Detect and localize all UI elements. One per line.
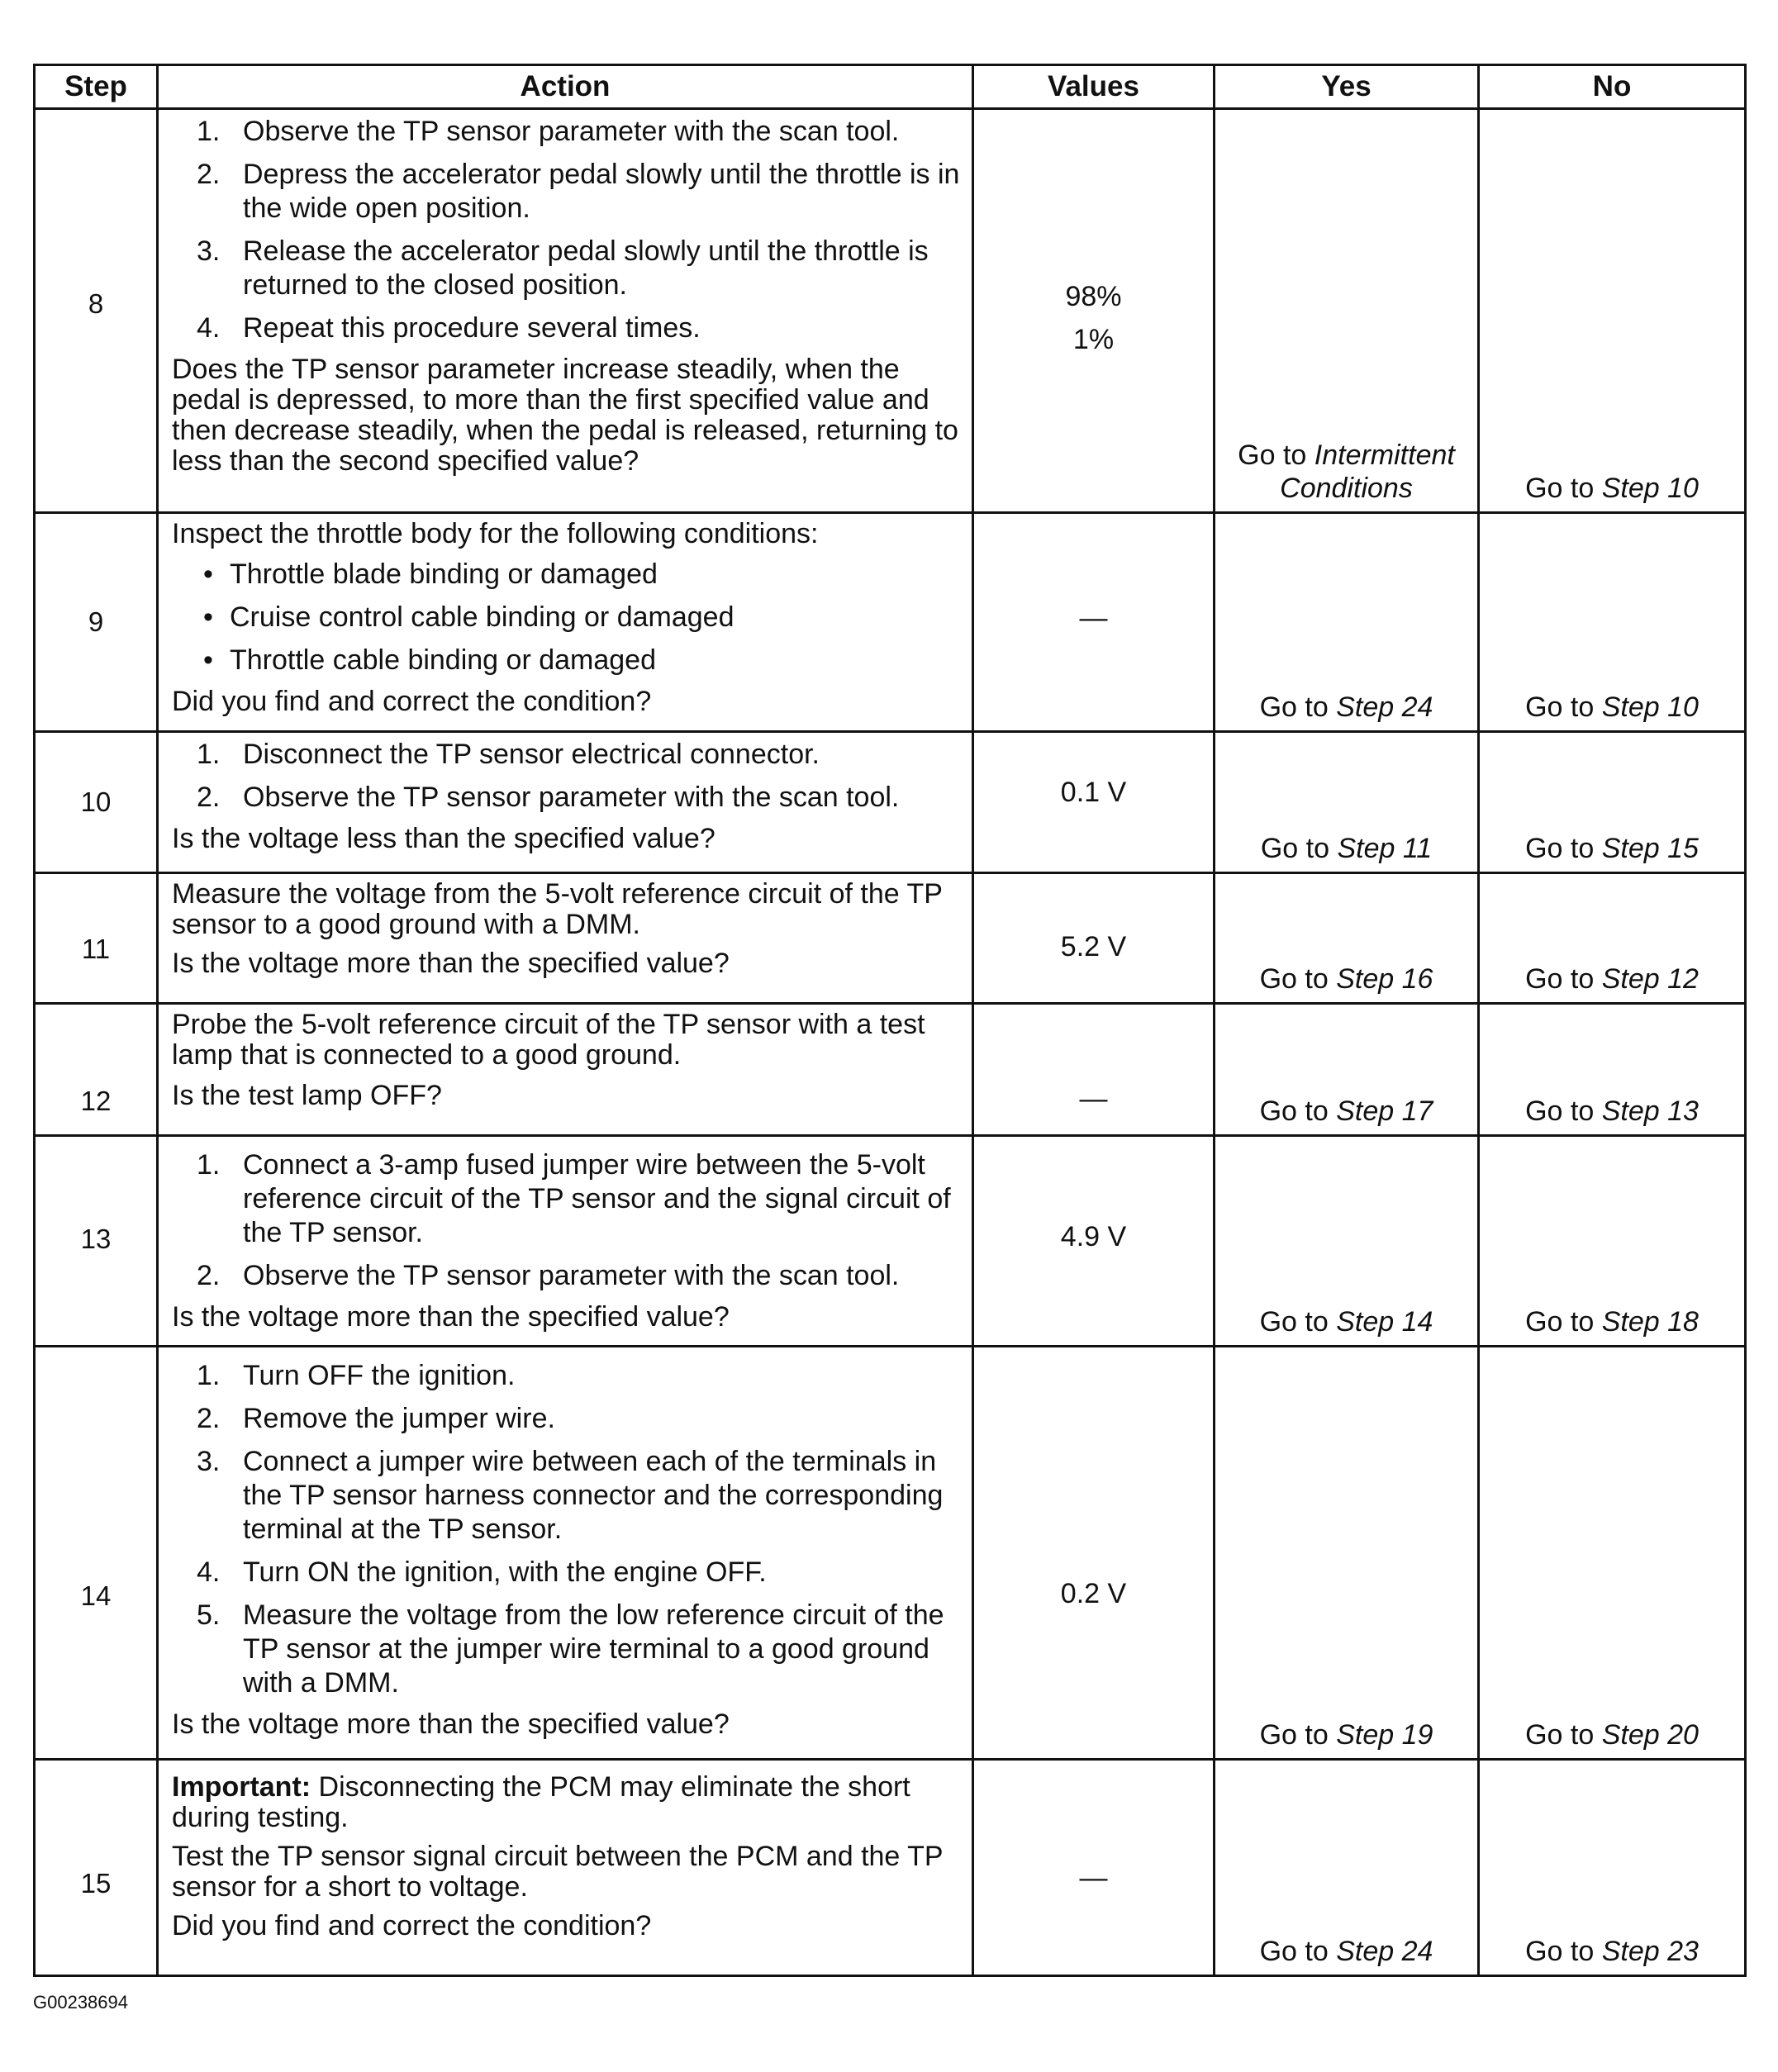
yes-cell <box>1215 109 1479 513</box>
value-text: 4.9 V <box>1060 1221 1127 1252</box>
action-cell <box>158 109 973 513</box>
table-row-step-9 <box>35 513 1746 732</box>
value-text: 5.2 V <box>1060 931 1127 962</box>
step-cell <box>35 873 158 1004</box>
values-cell <box>973 873 1215 1004</box>
step-cell <box>35 1136 158 1347</box>
list-item: 3 . Connect a jumper wire between each of the terminals in the TP sensor harness connector and the corresponding terminal at the TP sensor. <box>172 1445 962 1547</box>
table-row-step-11 <box>35 873 1746 1004</box>
action-question: Does the TP sensor parameter increase steadily, when the pedal is depressed, to more than the first specified value and then decrease steadily, when the pedal is released, returning to less than the second specified value? <box>172 354 958 477</box>
no-cell <box>1479 1136 1746 1347</box>
action-question: Is the voltage more than the specified value? <box>172 948 730 979</box>
no-cell <box>1479 1004 1746 1136</box>
important-label: Important: <box>172 1771 311 1803</box>
yes-goto: Go to Step 19 <box>1259 1719 1433 1751</box>
yes-goto: Go to Step 14 <box>1259 1306 1433 1338</box>
yes-cell <box>1215 1347 1479 1760</box>
list-item: 2 . Remove the jumper wire. <box>172 1402 962 1436</box>
no-goto: Go to Step 13 <box>1525 1095 1699 1127</box>
yes-cell <box>1215 1760 1479 1976</box>
no-cell <box>1479 732 1746 873</box>
step-number: 14 <box>80 1580 112 1611</box>
values-cell <box>973 109 1215 513</box>
step-number: 10 <box>80 787 112 817</box>
action-intro: Inspect the throttle body for the following conditions: <box>172 518 819 549</box>
list-item: 3 . Release the accelerator pedal slowly until the throttle is returned to the closed position. <box>172 235 962 302</box>
value-text: 1% <box>1072 324 1115 355</box>
action-steps-list <box>172 1359 962 1700</box>
step-number: 11 <box>81 934 111 964</box>
table-row-step-14 <box>35 1347 1746 1760</box>
important-note <box>172 1772 962 1833</box>
no-cell <box>1479 873 1746 1004</box>
action-cell <box>158 732 973 873</box>
action-question: Did you find and correct the condition? <box>172 1910 652 1941</box>
no-cell <box>1479 1347 1746 1760</box>
table-row-step-8 <box>35 109 1746 513</box>
action-steps-list <box>172 738 962 815</box>
step-cell <box>35 1760 158 1976</box>
header-values: Values <box>973 65 1215 109</box>
action-cell <box>158 1760 973 1976</box>
values-cell <box>973 1347 1215 1760</box>
yes-cell <box>1215 732 1479 873</box>
list-item: 1 . Observe the TP sensor parameter with the scan tool. <box>172 115 962 149</box>
no-goto: Go to Step 10 <box>1525 473 1699 504</box>
list-item: • Throttle cable binding or damaged <box>203 644 656 676</box>
action-question: Is the voltage more than the specified value? <box>172 1301 730 1333</box>
list-item: 1 . Disconnect the TP sensor electrical connector. <box>172 738 962 772</box>
action-question: Is the voltage more than the specified value? <box>172 1708 730 1740</box>
no-goto: Go to Step 20 <box>1525 1719 1699 1751</box>
values-cell <box>973 1760 1215 1976</box>
values-cell <box>973 513 1215 732</box>
figure-id: G00238694 <box>33 1992 128 2013</box>
action-cell <box>158 1347 973 1760</box>
action-cell <box>158 1004 973 1136</box>
yes-goto: Go to Step 24 <box>1259 1936 1433 1967</box>
values-cell <box>973 732 1215 873</box>
action-question: Is the test lamp OFF? <box>172 1080 442 1111</box>
yes-goto: Go to Intermittent Conditions <box>1238 440 1455 504</box>
step-number: 13 <box>80 1224 112 1254</box>
values-cell <box>973 1136 1215 1347</box>
no-goto: Go to Step 15 <box>1525 833 1699 864</box>
yes-cell <box>1215 513 1479 732</box>
diagnostic-table <box>33 64 1747 1977</box>
value-text: 0.2 V <box>1060 1578 1127 1609</box>
yes-cell <box>1215 873 1479 1004</box>
step-cell <box>35 1004 158 1136</box>
list-item: 4 . Repeat this procedure several times. <box>172 311 962 345</box>
action-bullets-list <box>172 558 962 677</box>
action-cell <box>158 513 973 732</box>
header-yes: Yes <box>1215 65 1479 109</box>
list-item: 2 . Observe the TP sensor parameter with the scan tool. <box>172 1259 962 1293</box>
step-cell <box>35 513 158 732</box>
action-question: Is the voltage less than the specified value? <box>172 823 715 854</box>
list-item: • Throttle blade binding or damaged <box>203 558 658 590</box>
list-item: 1 . Connect a 3-amp fused jumper wire between the 5-volt reference circuit of the TP sensor and the signal circuit of the TP sensor. <box>172 1148 962 1250</box>
table-row-step-13 <box>35 1136 1746 1347</box>
table-row-step-12 <box>35 1004 1746 1136</box>
step-number: 15 <box>80 1868 112 1899</box>
table-row-step-10 <box>35 732 1746 873</box>
step-cell <box>35 732 158 873</box>
step-cell <box>35 1347 158 1760</box>
list-item: 4 . Turn ON the ignition, with the engine OFF. <box>172 1556 962 1590</box>
no-cell <box>1479 1760 1746 1976</box>
value-text: 98% <box>1065 281 1122 312</box>
action-cell <box>158 1136 973 1347</box>
action-intro: Measure the voltage from the 5-volt reference circuit of the TP sensor to a good ground with a DMM. <box>172 878 943 940</box>
values-cell <box>973 1004 1215 1136</box>
action-steps-list <box>172 1148 962 1293</box>
yes-goto: Go to Step 16 <box>1259 963 1433 995</box>
no-goto: Go to Step 18 <box>1525 1306 1699 1338</box>
step-cell <box>35 109 158 513</box>
value-text: — <box>1079 1083 1108 1114</box>
action-steps-list <box>172 115 962 345</box>
header-step: Step <box>35 65 158 109</box>
action-question: Did you find and correct the condition? <box>172 686 652 717</box>
list-item: 1 . Turn OFF the ignition. <box>172 1359 962 1393</box>
list-item: 2 . Observe the TP sensor parameter with the scan tool. <box>172 781 962 815</box>
action-intro: Probe the 5-volt reference circuit of the TP sensor with a test lamp that is connected to a good ground. <box>172 1009 925 1071</box>
table-row-step-15 <box>35 1760 1746 1976</box>
action-intro: Test the TP sensor signal circuit between the PCM and the TP sensor for a short to voltage. <box>172 1841 943 1903</box>
no-goto: Go to Step 10 <box>1525 691 1699 723</box>
important-text: Disconnecting the PCM may eliminate the short during testing. <box>172 1771 910 1833</box>
list-item: 2 . Depress the accelerator pedal slowly until the throttle is in the wide open position. <box>172 158 962 226</box>
value-text: — <box>1079 602 1108 634</box>
step-number: 8 <box>88 288 104 319</box>
header-action: Action <box>158 65 973 109</box>
header-row <box>35 65 1746 109</box>
no-cell <box>1479 109 1746 513</box>
yes-goto: Go to Step 24 <box>1259 691 1433 723</box>
value-text: — <box>1079 1862 1108 1894</box>
yes-cell <box>1215 1136 1479 1347</box>
step-number: 9 <box>88 606 104 637</box>
yes-cell <box>1215 1004 1479 1136</box>
list-item: 5 . Measure the voltage from the low reference circuit of the TP sensor at the jumper wire terminal to a good ground with a DMM. <box>172 1599 962 1700</box>
value-text: 0.1 V <box>1060 777 1127 808</box>
header-no: No <box>1479 65 1746 109</box>
yes-goto: Go to Step 17 <box>1259 1095 1433 1127</box>
no-goto: Go to Step 23 <box>1525 1936 1699 1967</box>
action-cell <box>158 873 973 1004</box>
step-number: 12 <box>80 1086 112 1116</box>
yes-goto: Go to Step 11 <box>1260 833 1433 864</box>
no-goto: Go to Step 12 <box>1525 963 1699 995</box>
no-cell <box>1479 513 1746 732</box>
list-item: • Cruise control cable binding or damaged <box>203 601 734 633</box>
